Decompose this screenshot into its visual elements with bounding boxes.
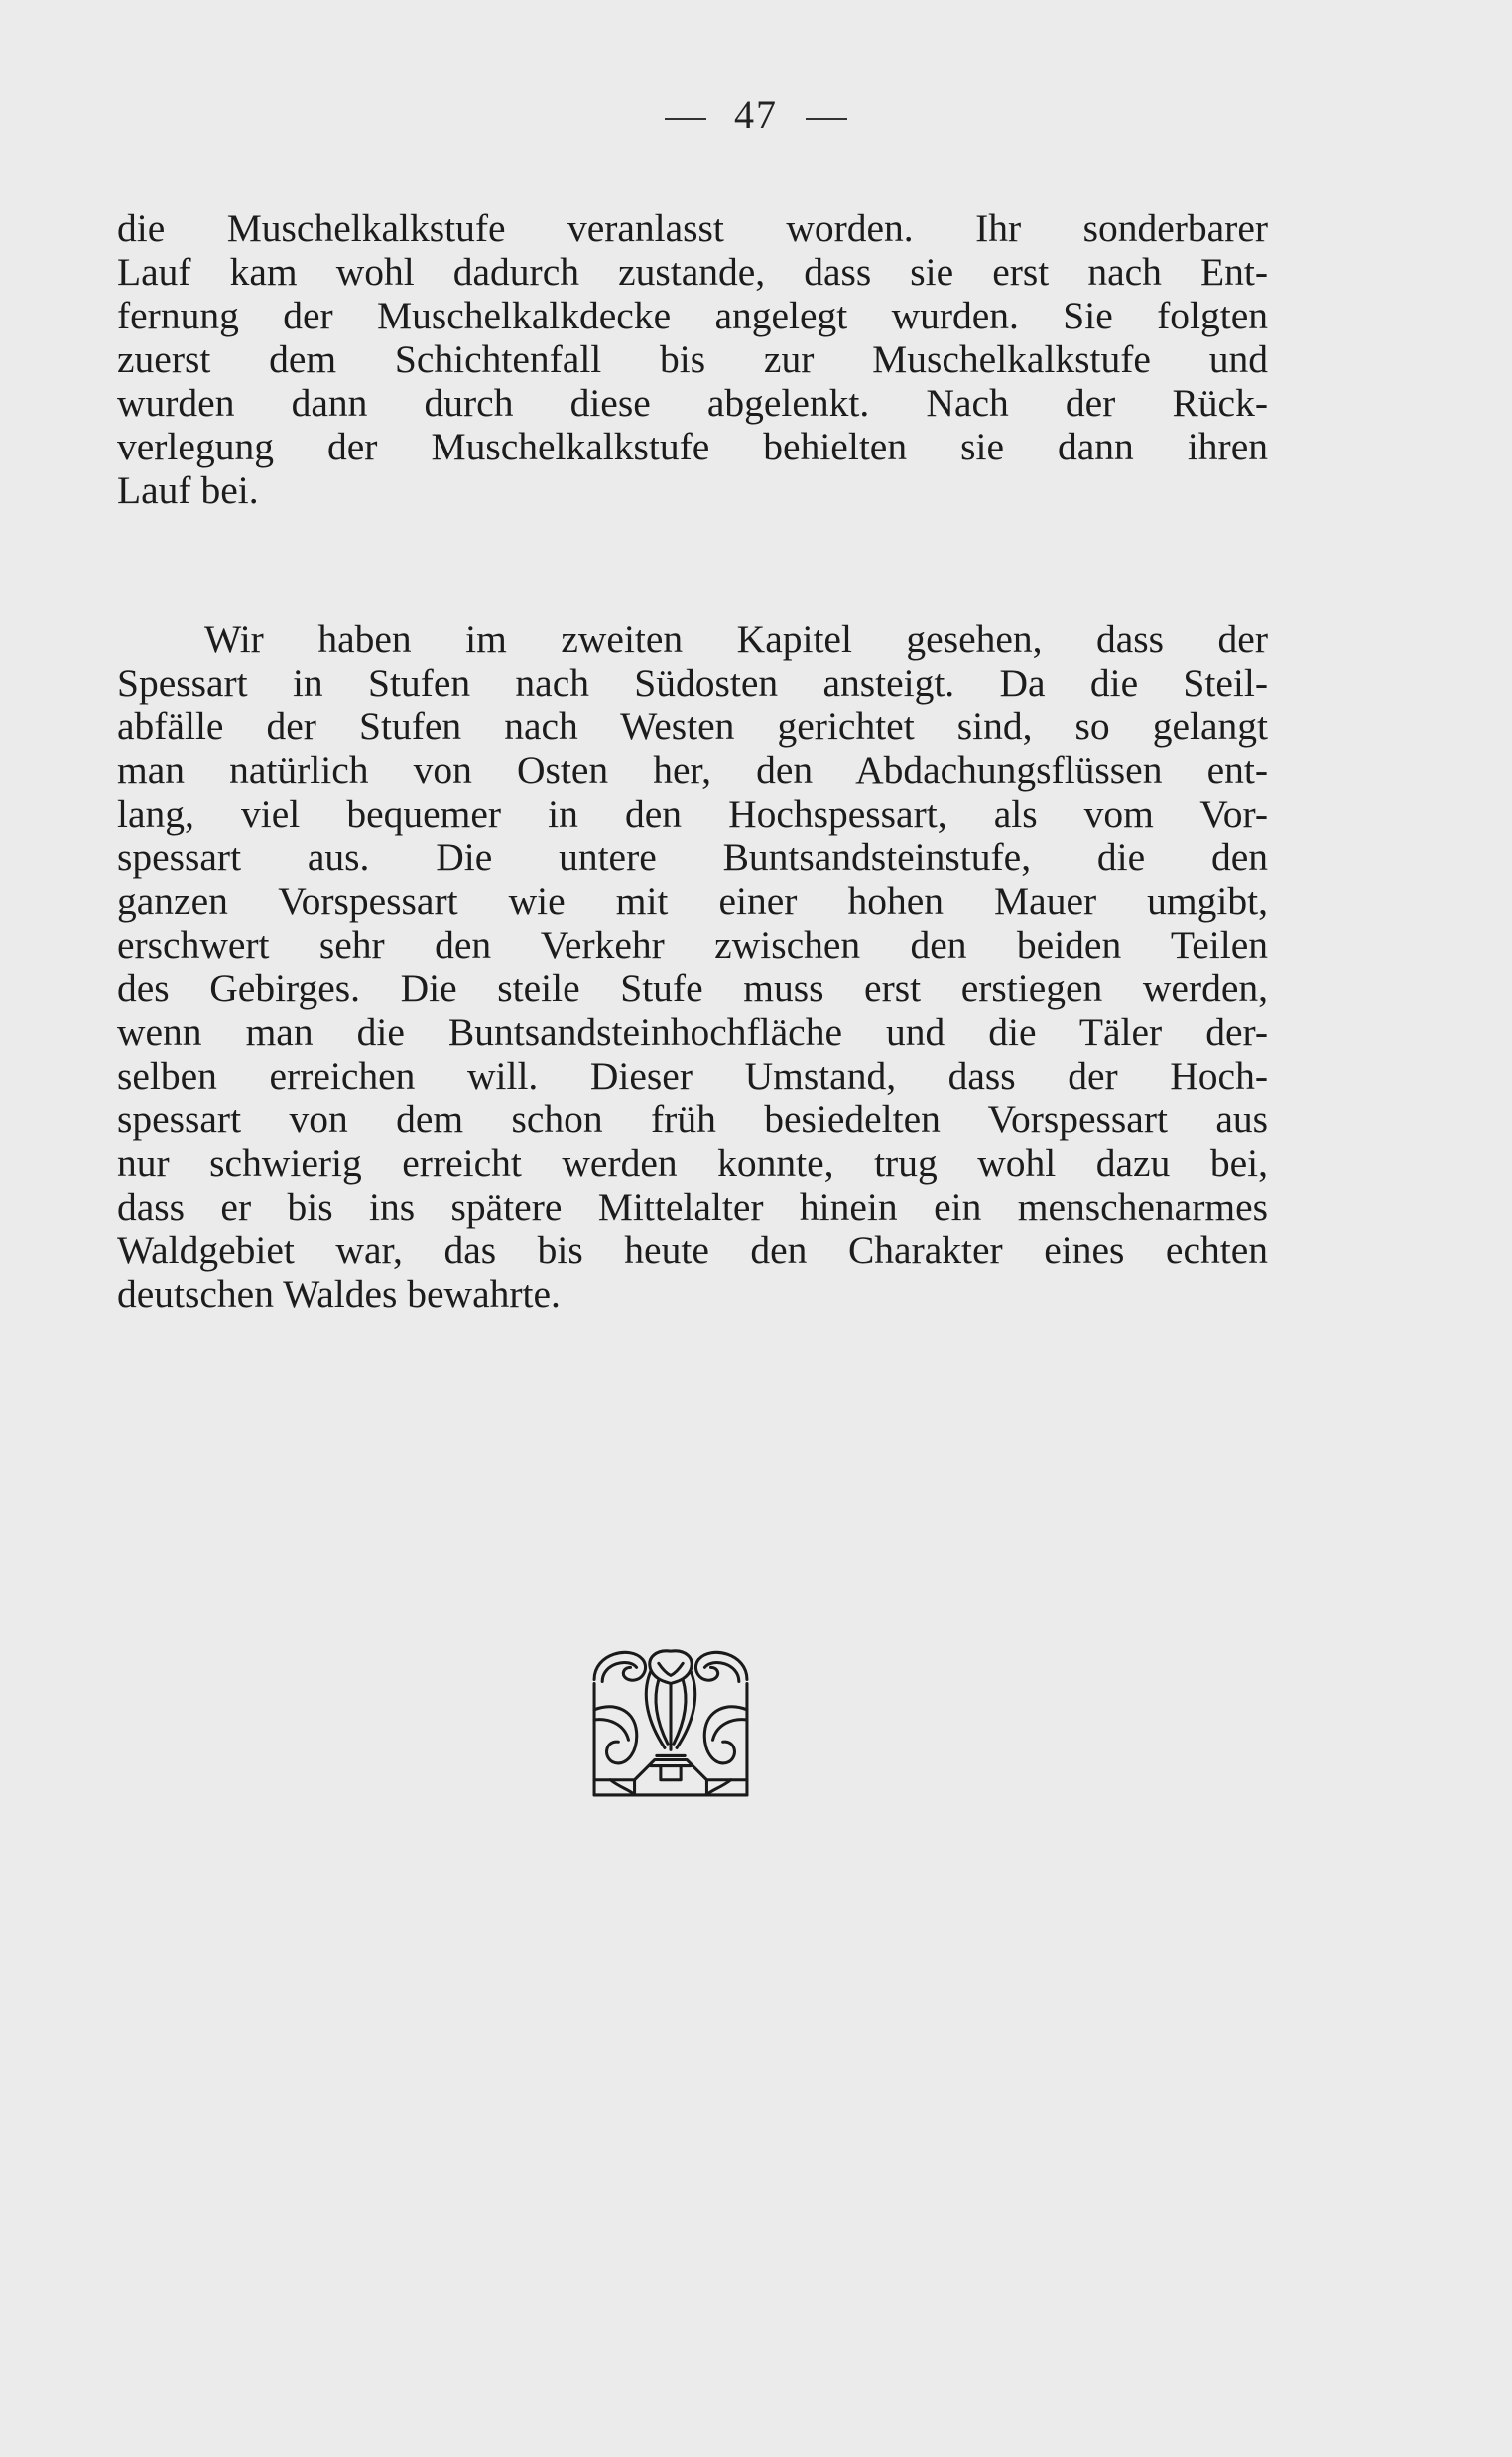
text-line: verlegung der Muschelkalkstufe behielten sie dann ihren <box>117 425 1268 468</box>
text-line: zuerst dem Schichtenfall bis zur Muschelkalkstufe und <box>117 337 1268 381</box>
page-number: 47 <box>734 92 778 137</box>
text-line: man natürlich von Osten her, den Abdachungsflüssen ent- <box>117 748 1268 792</box>
text-line: wurden dann durch diese abgelenkt. Nach der Rück- <box>117 381 1268 425</box>
text-line: fernung der Muschelkalkdecke angelegt wurden. Sie folgten <box>117 294 1268 337</box>
text-line: Lauf kam wohl dadurch zustande, dass sie erst nach Ent- <box>117 250 1268 294</box>
text-line: Lauf bei. <box>117 468 259 512</box>
text-line: des Gebirges. Die steile Stufe muss erst erstiegen werden, <box>117 967 1268 1010</box>
text-line: abfälle der Stufen nach Westen gerichtet sind, so gelangt <box>117 705 1268 748</box>
header-dash-right <box>806 118 847 120</box>
text-line: spessart von dem schon früh besiedelten Vorspessart aus <box>117 1098 1268 1141</box>
paragraph-1 <box>117 206 1268 512</box>
text-line: spessart aus. Die untere Buntsandsteinstufe, die den <box>117 836 1268 879</box>
text-line: die Muschelkalkstufe veranlasst worden. Ihr sonderbarer <box>117 206 1268 250</box>
header-dash-left <box>665 118 706 120</box>
text-line: Waldgebiet war, das bis heute den Charakter eines echten <box>117 1228 1268 1272</box>
text-line: nur schwierig erreicht werden konnte, trug wohl dazu bei, <box>117 1141 1268 1185</box>
page-header <box>0 91 1512 138</box>
text-line: ganzen Vorspessart wie mit einer hohen Mauer umgibt, <box>117 879 1268 923</box>
text-line: erschwert sehr den Verkehr zwischen den beiden Teilen <box>117 923 1268 967</box>
text-line: deutschen Waldes bewahrte. <box>117 1272 561 1316</box>
text-line: wenn man die Buntsandsteinhochfläche und die Täler der- <box>117 1010 1268 1054</box>
text-line: lang, viel bequemer in den Hochspessart, als vom Vor- <box>117 792 1268 836</box>
text-line: Wir haben im zweiten Kapitel gesehen, dass der <box>204 617 1268 661</box>
paragraph-2 <box>117 617 1268 1316</box>
fleuron-ornament-icon <box>590 1639 751 1800</box>
text-line: selben erreichen will. Dieser Umstand, dass der Hoch- <box>117 1054 1268 1098</box>
text-line: dass er bis ins spätere Mittelalter hinein ein menschenarmes <box>117 1185 1268 1228</box>
text-line: Spessart in Stufen nach Südosten ansteigt. Da die Steil- <box>117 661 1268 705</box>
